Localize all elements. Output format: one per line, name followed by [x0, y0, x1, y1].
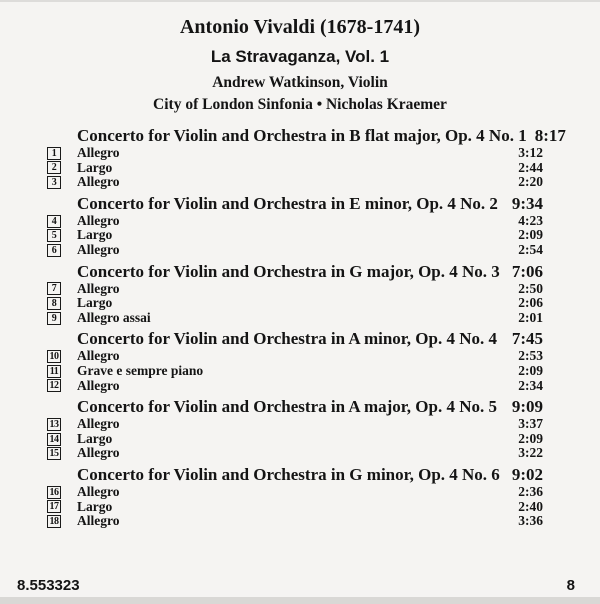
track-number-box: 12 [47, 379, 61, 392]
concerto-duration: 9:09 [511, 397, 543, 417]
concerto-title: Concerto for Violin and Orchestra in A major, Op. 4 No. 5 [77, 397, 497, 417]
track-row [47, 364, 543, 379]
track-row [47, 175, 543, 190]
track-duration: 2:01 [518, 309, 543, 325]
concerto-title: Concerto for Violin and Orchestra in E minor, Op. 4 No. 2 [77, 193, 498, 213]
album-header [0, 17, 600, 112]
track-duration: 3:37 [518, 416, 543, 432]
track-title: Allegro [77, 377, 120, 393]
ensemble-credit: City of London Sinfonia • Nicholas Kraemer [153, 96, 447, 113]
track-title: Largo [77, 430, 113, 446]
track-duration: 2:09 [518, 227, 543, 243]
track-duration: 2:09 [518, 430, 543, 446]
track-duration: 3:22 [518, 445, 543, 461]
concerto-heading [47, 397, 543, 417]
track-number-box: 6 [47, 244, 61, 257]
track-number-box: 10 [47, 350, 61, 363]
composer-title: Antonio Vivaldi (1678-1741) [179, 16, 421, 38]
track-row [47, 243, 543, 258]
track-duration: 2:06 [518, 295, 543, 311]
concerto-duration: 9:02 [511, 464, 543, 484]
concerto-duration: 9:34 [511, 193, 543, 213]
track-duration: 2:50 [518, 280, 543, 296]
track-row [47, 296, 543, 311]
concerto-section-1 [47, 126, 566, 190]
track-row [47, 146, 543, 161]
soloist-credit: Andrew Watkinson, Violin [212, 74, 388, 91]
track-title: Largo [77, 498, 113, 514]
page-footer [17, 577, 575, 594]
page-number: 8 [566, 577, 575, 594]
track-title: Largo [77, 159, 113, 175]
concerto-heading [47, 329, 543, 349]
concerto-duration: 8:17 [534, 126, 566, 145]
track-row [47, 417, 543, 432]
concerto-section-2 [47, 194, 543, 258]
track-title: Allegro [77, 445, 120, 461]
track-number-box: 5 [47, 229, 61, 242]
concerto-section-3 [47, 262, 543, 326]
track-duration: 2:40 [518, 498, 543, 514]
concerto-title: Concerto for Violin and Orchestra in G major, Op. 4 No. 3 [77, 261, 500, 281]
track-title: Allegro assai [77, 309, 151, 325]
track-duration: 4:23 [518, 212, 543, 228]
track-title: Largo [77, 227, 113, 243]
track-number-box: 1 [47, 147, 61, 160]
track-row [47, 282, 543, 297]
track-duration: 2:44 [518, 159, 543, 175]
track-title: Grave e sempre piano [77, 362, 204, 378]
track-duration: 2:36 [518, 483, 543, 499]
track-duration: 2:34 [518, 377, 543, 393]
concerto-heading [47, 262, 543, 282]
track-number-box: 17 [47, 500, 61, 513]
track-title: Allegro [77, 212, 120, 228]
track-row [47, 311, 543, 326]
track-number-box: 14 [47, 433, 61, 446]
concerto-heading [47, 465, 543, 485]
track-title: Allegro [77, 280, 120, 296]
track-row [47, 228, 543, 243]
track-row [47, 379, 543, 394]
track-list [47, 126, 566, 533]
track-row [47, 432, 543, 447]
track-number-box: 2 [47, 161, 61, 174]
track-number-box: 3 [47, 176, 61, 189]
concerto-duration: 7:45 [511, 329, 543, 349]
track-number-box: 8 [47, 297, 61, 310]
scan-edge-top [0, 0, 600, 2]
concerto-section-6 [47, 465, 543, 529]
track-duration: 2:20 [518, 174, 543, 190]
track-duration: 2:54 [518, 241, 543, 257]
track-row [47, 446, 543, 461]
concerto-section-4 [47, 329, 543, 393]
track-number-box: 9 [47, 312, 61, 325]
scan-edge-bottom [0, 597, 600, 604]
track-title: Allegro [77, 174, 120, 190]
concerto-heading [47, 126, 566, 146]
track-number-box: 4 [47, 215, 61, 228]
catalog-number: 8.553323 [17, 577, 80, 594]
track-duration: 3:12 [518, 145, 543, 160]
concerto-title: Concerto for Violin and Orchestra in B flat major, Op. 4 No. 1 [77, 126, 527, 145]
track-number-box: 7 [47, 282, 61, 295]
track-row [47, 161, 543, 176]
concerto-title: Concerto for Violin and Orchestra in G minor, Op. 4 No. 6 [77, 464, 500, 484]
track-number-box: 18 [47, 515, 61, 528]
track-duration: 3:36 [518, 513, 543, 529]
track-row [47, 514, 543, 529]
track-duration: 2:53 [518, 348, 543, 364]
track-number-box: 15 [47, 447, 61, 460]
track-row [47, 500, 543, 515]
track-number-box: 16 [47, 486, 61, 499]
track-title: Allegro [77, 145, 120, 160]
concerto-title: Concerto for Violin and Orchestra in A minor, Op. 4 No. 4 [77, 329, 497, 349]
track-row [47, 349, 543, 364]
track-title: Allegro [77, 241, 120, 257]
track-row [47, 214, 543, 229]
track-number-box: 13 [47, 418, 61, 431]
track-duration: 2:09 [518, 362, 543, 378]
track-number-box: 11 [47, 365, 61, 378]
concerto-section-5 [47, 397, 543, 461]
concerto-heading [47, 194, 543, 214]
concerto-duration: 7:06 [511, 261, 543, 281]
track-title: Allegro [77, 348, 120, 364]
track-row [47, 485, 543, 500]
track-title: Allegro [77, 416, 120, 432]
track-title: Allegro [77, 483, 120, 499]
track-title: Largo [77, 295, 113, 311]
album-title: La Stravaganza, Vol. 1 [210, 47, 390, 66]
track-title: Allegro [77, 513, 120, 529]
